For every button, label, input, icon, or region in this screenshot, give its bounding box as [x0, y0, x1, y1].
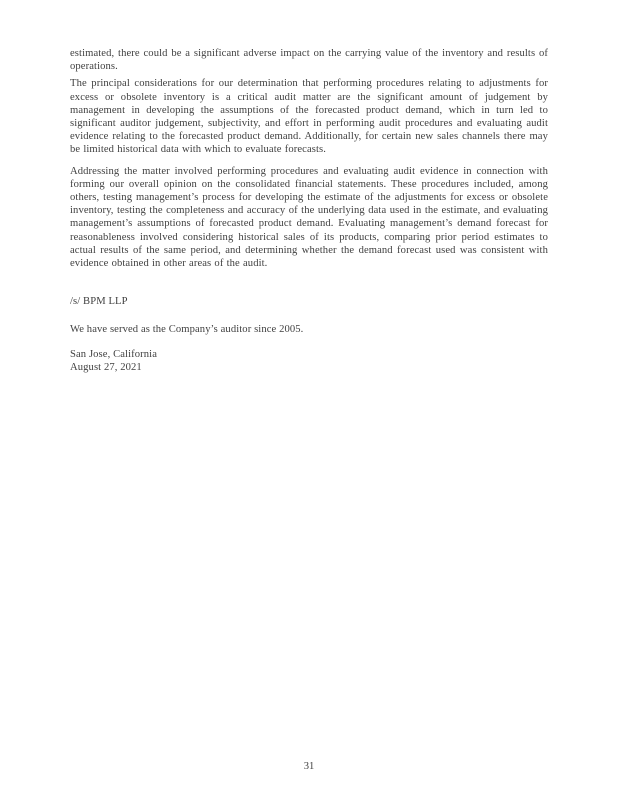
paragraph-principal-considerations: The principal considerations for our determination that performing procedures relating to adjustments for excess or obsolete inventory is a critical audit matter are the significant amount of judgement by management in developing the assumptions of the forecasted product demand, which in turn led to significant auditor judgement, subjectivity, and effort in performing audit procedures and evaluating audit evidence relating to the forecasted product demand. Additionally, for certain new sales channels there may be limited historical data with which to evaluate forecasts. — [70, 78, 548, 156]
paragraph-inventory-impact: estimated, there could be a significant adverse impact on the carrying value of the inventory and results of operations. — [70, 48, 548, 73]
auditor-signature: /s/ BPM LLP — [70, 296, 128, 308]
page-number: 31 — [303, 761, 315, 772]
document-body — [70, 47, 548, 374]
paragraph-addressing-matter: Addressing the matter involved performing procedures and evaluating audit evidence in connection with forming our overall opinion on the consolidated financial statements. These procedures included, among others, testing management’s process for developing the estimate of the adjustments for excess or obsolete inventory, testing the completeness and accuracy of the underlying data used in the estimate, and evaluating management’s assumptions of forecasted product demand. Evaluating management’s demand forecast for reasonableness involved considering historical sales of its products, comparing prior period estimates to actual results of the same period, and determining whether the demand forecast used was consistent with evidence obtained in other areas of the audit. — [70, 165, 548, 270]
report-location: San Jose, California — [70, 348, 158, 360]
report-date: August 27, 2021 — [70, 361, 142, 373]
location-date-block — [70, 348, 548, 374]
auditor-tenure-statement: We have served as the Company’s auditor since 2005. — [70, 324, 304, 336]
